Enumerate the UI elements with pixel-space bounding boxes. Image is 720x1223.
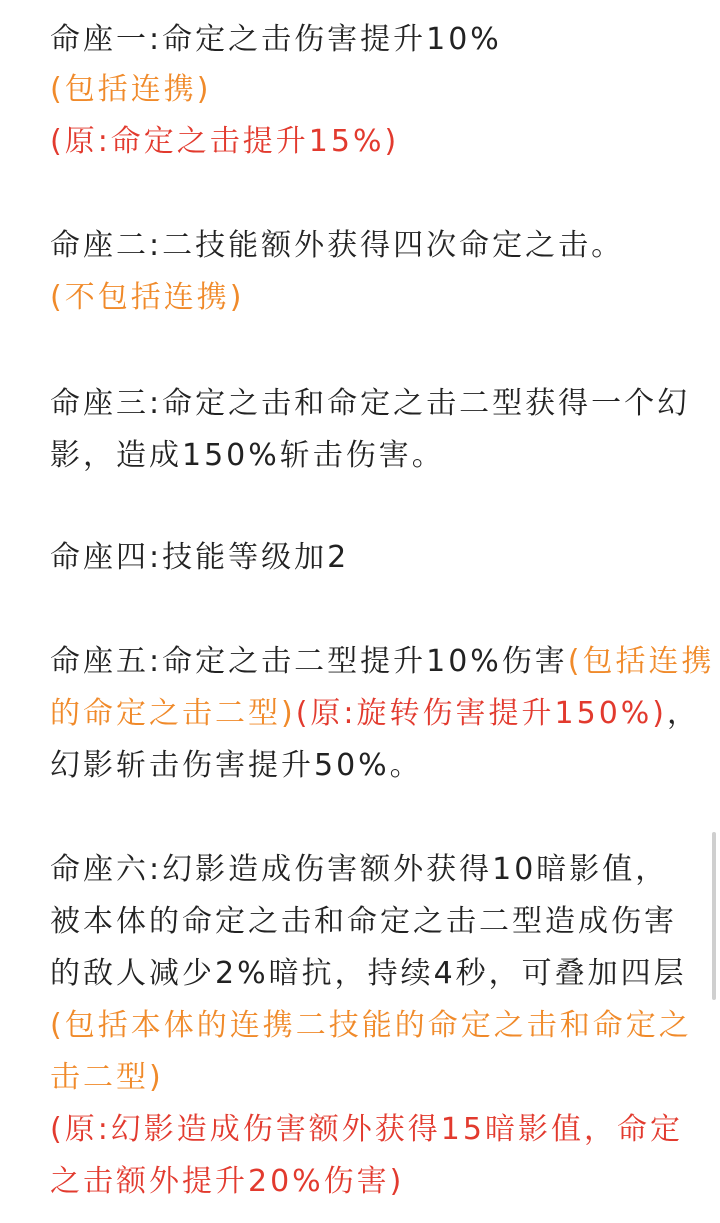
- constellation-5-include-note-start: (包括连携: [567, 644, 715, 679]
- constellation-2-exclude-note: (不包括连携): [50, 280, 245, 315]
- constellation-3-text-line2: 影，造成150%斩击伤害。: [50, 438, 445, 473]
- constellation-5-line2: [50, 696, 701, 732]
- constellation-1-original-note: (原:命定之击提升15%): [50, 124, 400, 159]
- constellation-6-original-note-line1: (原:幻影造成伤害额外获得15暗影值，命定: [50, 1112, 683, 1147]
- constellation-5-line1: [50, 644, 715, 680]
- constellation-3-text-line1: 命座三:命定之击和命定之击二型获得一个幻: [50, 386, 691, 421]
- scrollbar[interactable]: [712, 832, 716, 1000]
- constellation-6-include-note-line2: 击二型): [50, 1060, 164, 1095]
- constellation-5-line3: 幻影斩击伤害提升50%。: [50, 748, 423, 783]
- constellation-6-line3: 的敌人减少2%暗抗，持续4秒，可叠加四层: [50, 956, 687, 991]
- constellation-5-original-note: (原:旋转伤害提升150%): [295, 696, 668, 731]
- constellation-6-original-note-line2: 之击额外提升20%伤害): [50, 1164, 405, 1199]
- constellation-2-text: 命座二:二技能额外获得四次命定之击。: [50, 228, 625, 263]
- constellation-5-comma: ，: [667, 696, 701, 731]
- constellation-6-line2: 被本体的命定之击和命定之击二型造成伤害: [50, 904, 677, 939]
- constellation-1-include-note: (包括连携): [50, 72, 212, 107]
- constellation-4-text: 命座四:技能等级加2: [50, 540, 350, 575]
- constellation-6-include-note-line1: (包括本体的连携二技能的命定之击和命定之: [50, 1008, 692, 1043]
- constellation-6-line1: 命座六:幻影造成伤害额外获得10暗影值，: [50, 852, 669, 887]
- constellation-5-include-note-end: 的命定之击二型): [50, 696, 296, 731]
- constellation-5-text: 命座五:命定之击二型提升10%伤害: [50, 644, 568, 679]
- constellation-1-text: 命座一:命定之击伤害提升10%: [50, 22, 502, 57]
